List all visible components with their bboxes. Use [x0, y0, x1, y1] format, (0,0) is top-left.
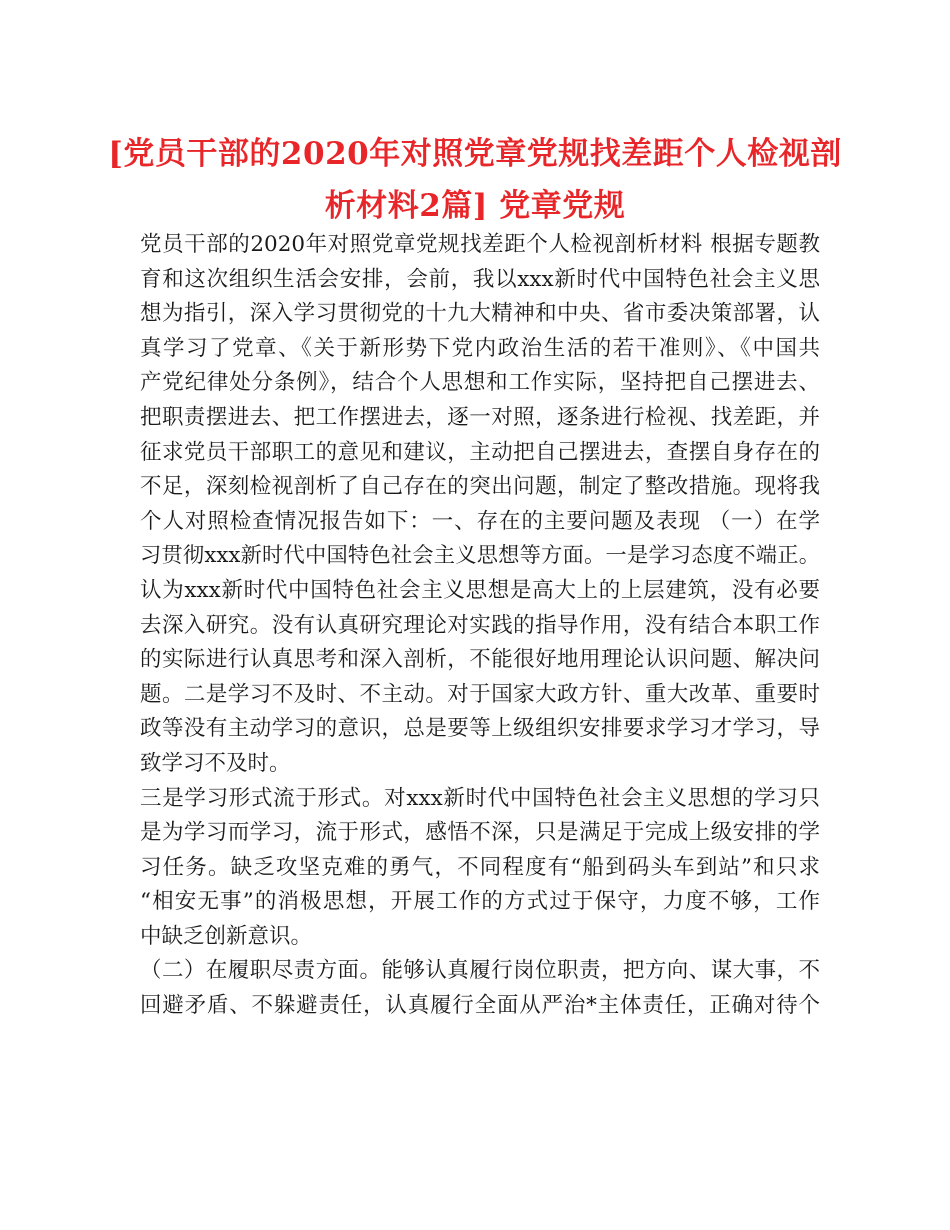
- body-line: 中缺乏创新意识。: [140, 923, 313, 949]
- body-line: 真学习了党章、《关于新形势下党内政治生活的若干准则》、《中国共: [140, 335, 820, 361]
- body-line: 习贯彻xxx新时代中国特色社会主义思想等方面。一是学习态度不端正。: [140, 543, 820, 569]
- body-line: 征求党员干部职工的意见和建议，主动把自己摆进去，查摆自身存在的: [140, 439, 820, 465]
- document-body: [140, 228, 820, 1024]
- body-line: 想为指引，深入学习贯彻党的十九大精神和中央、省市委决策部署，认: [140, 301, 820, 327]
- body-line: （二）在履职尽责方面。能够认真履行岗位职责，把方向、谋大事，不: [140, 958, 820, 984]
- body-line: 是为学习而学习，流于形式，感悟不深，只是满足于完成上级安排的学: [140, 820, 820, 846]
- body-line: 的实际进行认真思考和深入剖析，不能很好地用理论认识问题、解决问: [140, 647, 820, 673]
- body-line: 去深入研究。没有认真研究理论对实践的指导作用，没有结合本职工作: [140, 612, 820, 638]
- title-line-2: 析材料2篇] 党章党规: [324, 188, 626, 224]
- title-line-1: [党员干部的2020年对照党章党规找差距个人检视剖: [108, 136, 842, 172]
- document-title: [100, 128, 850, 232]
- body-line: 产党纪律处分条例》，结合个人思想和工作实际，坚持把自己摆进去、: [140, 370, 820, 396]
- body-line: 题。二是学习不及时、不主动。对于国家大政方针、重大改革、重要时: [140, 681, 820, 707]
- body-line: 习任务。缺乏攻坚克难的勇气，不同程度有“船到码头车到站”和只求: [140, 854, 820, 880]
- body-line: 不足，深刻检视剖析了自己存在的突出问题，制定了整改措施。现将我: [140, 474, 820, 500]
- body-line: 致学习不及时。: [140, 750, 291, 776]
- body-line: 认为xxx新时代中国特色社会主义思想是高大上的上层建筑，没有必要: [140, 577, 820, 603]
- body-line: 育和这次组织生活会安排，会前，我以xxx新时代中国特色社会主义思: [140, 266, 820, 292]
- body-line: 政等没有主动学习的意识，总是要等上级组织安排要求学习才学习，导: [140, 716, 820, 742]
- body-line: 个人对照检查情况报告如下：一、存在的主要问题及表现 （一）在学: [140, 508, 820, 534]
- body-line: 回避矛盾、不躲避责任，认真履行全面从严治*主体责任，正确对待个: [140, 993, 820, 1019]
- body-line: 党员干部的2020年对照党章党规找差距个人检视剖析材料 根据专题教: [140, 232, 820, 257]
- body-line: 把职责摆进去、把工作摆进去，逐一对照，逐条进行检视、找差距，并: [140, 404, 820, 430]
- body-line: “相安无事”的消极思想，开展工作的方式过于保守，力度不够，工作: [140, 889, 820, 915]
- body-line: 三是学习形式流于形式。对xxx新时代中国特色社会主义思想的学习只: [140, 785, 820, 811]
